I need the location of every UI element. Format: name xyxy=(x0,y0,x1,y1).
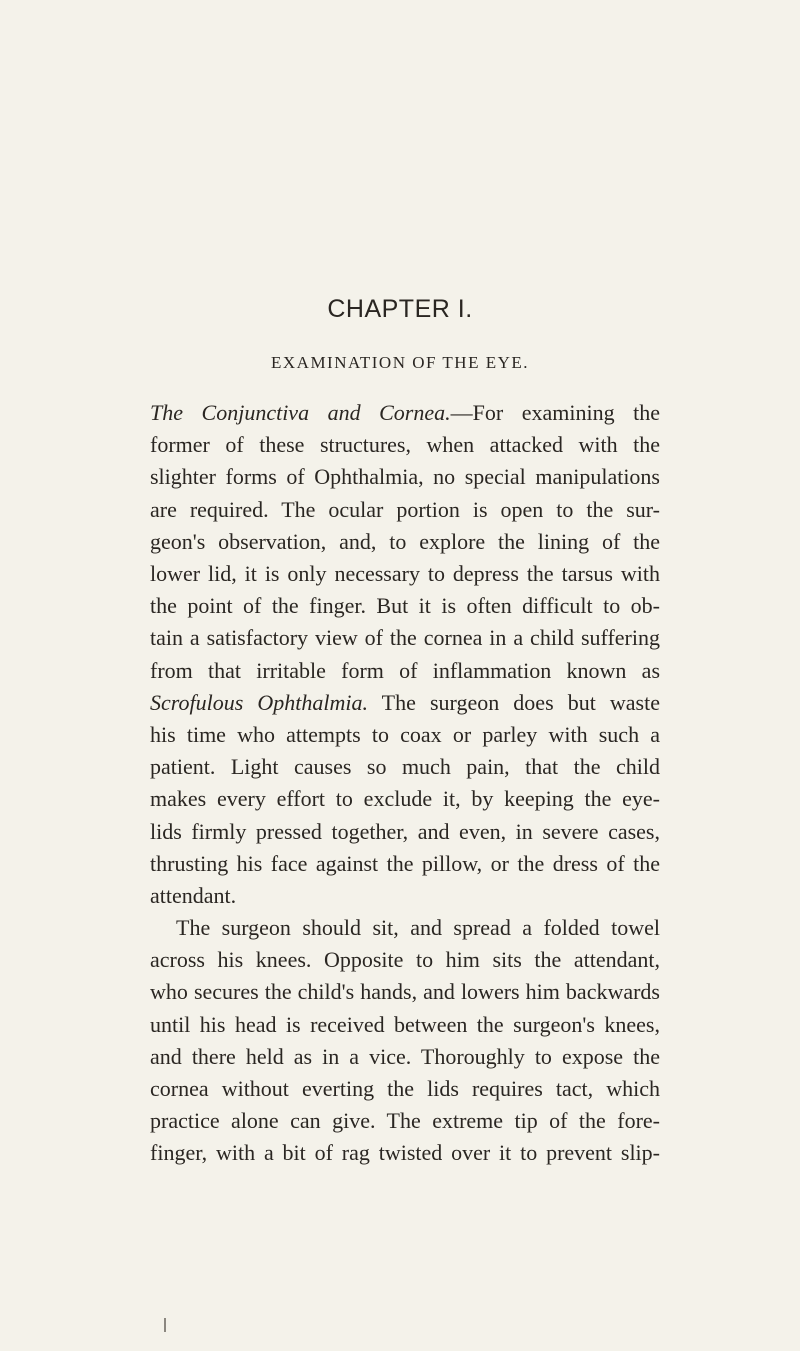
text-line xyxy=(150,526,660,558)
paragraph-conjunctiva-cornea xyxy=(150,397,660,912)
line-text: patient. Light causes so much pain, that the child xyxy=(150,754,660,780)
text-line xyxy=(150,912,660,944)
line-text: finger, with a bit of rag twisted over it to prevent slip- xyxy=(150,1140,660,1166)
text-line xyxy=(150,590,660,622)
line-text: attendant. xyxy=(150,883,237,909)
text-line xyxy=(150,429,660,461)
text-line xyxy=(150,1009,660,1041)
line-text: The surgeon should sit, and spread a folded towel xyxy=(176,915,660,940)
line-text: practice alone can give. The extreme tip of the fore- xyxy=(150,1108,660,1134)
line-text: geon's observation, and, to explore the lining of the xyxy=(150,528,660,554)
text-line xyxy=(150,751,660,783)
line-text: former of these structures, when attacked with the xyxy=(150,432,660,458)
text-line xyxy=(150,880,660,912)
text-line xyxy=(150,848,660,880)
text-line xyxy=(150,944,660,976)
text-line xyxy=(150,494,660,526)
line-text: until his head is received between the surgeon's knees, xyxy=(150,1011,660,1037)
text-line xyxy=(150,655,660,687)
text-line xyxy=(150,1105,660,1137)
italic-term: The Conjunctiva and Cornea. xyxy=(150,400,451,425)
line-text: and there held as in a vice. Thoroughly to expose the xyxy=(150,1043,660,1069)
line-text: slighter forms of Ophthalmia, no special manipulations xyxy=(150,464,660,490)
line-text: his time who attempts to coax or parley with such a xyxy=(150,722,660,748)
text-line xyxy=(150,976,660,1008)
text-line xyxy=(150,687,660,719)
text-line xyxy=(150,461,660,493)
line-text: across his knees. Opposite to him sits the attendant, xyxy=(150,947,660,973)
text-line xyxy=(150,622,660,654)
line-text: from that irritable form of inflammation known as xyxy=(150,657,660,683)
line-text: the point of the finger. But it is often difficult to ob- xyxy=(150,593,660,619)
section-heading: EXAMINATION OF THE EYE. xyxy=(271,353,529,372)
line-text: thrusting his face against the pillow, or the dress of the xyxy=(150,850,660,876)
chapter-heading: CHAPTER I. xyxy=(327,295,473,323)
text-line xyxy=(150,719,660,751)
line-text: tain a satisfactory view of the cornea in a child suffering xyxy=(150,625,660,651)
paragraph-surgeon-position xyxy=(150,912,660,1170)
line-text: makes every effort to exclude it, by keeping the eye- xyxy=(150,786,660,812)
page-mark xyxy=(164,1318,166,1332)
text-line xyxy=(150,1041,660,1073)
line-text: are required. The ocular portion is open to the sur- xyxy=(150,496,660,522)
line-text: The surgeon does but waste xyxy=(368,689,660,715)
text-line xyxy=(150,558,660,590)
line-text: who secures the child's hands, and lowers him backwards xyxy=(150,979,660,1005)
line-text: cornea without everting the lids requires tact, which xyxy=(150,1076,660,1102)
text-line xyxy=(150,1073,660,1105)
text-line xyxy=(150,816,660,848)
text-line xyxy=(150,783,660,815)
line-text: lower lid, it is only necessary to depress the tarsus with xyxy=(150,561,660,587)
text-line xyxy=(150,1137,660,1169)
line-text: —For examining the xyxy=(450,400,660,425)
text-line xyxy=(150,397,660,429)
italic-term: Scrofulous Ophthalmia. xyxy=(150,689,368,715)
line-text: lids firmly pressed together, and even, in severe cases, xyxy=(150,818,660,844)
